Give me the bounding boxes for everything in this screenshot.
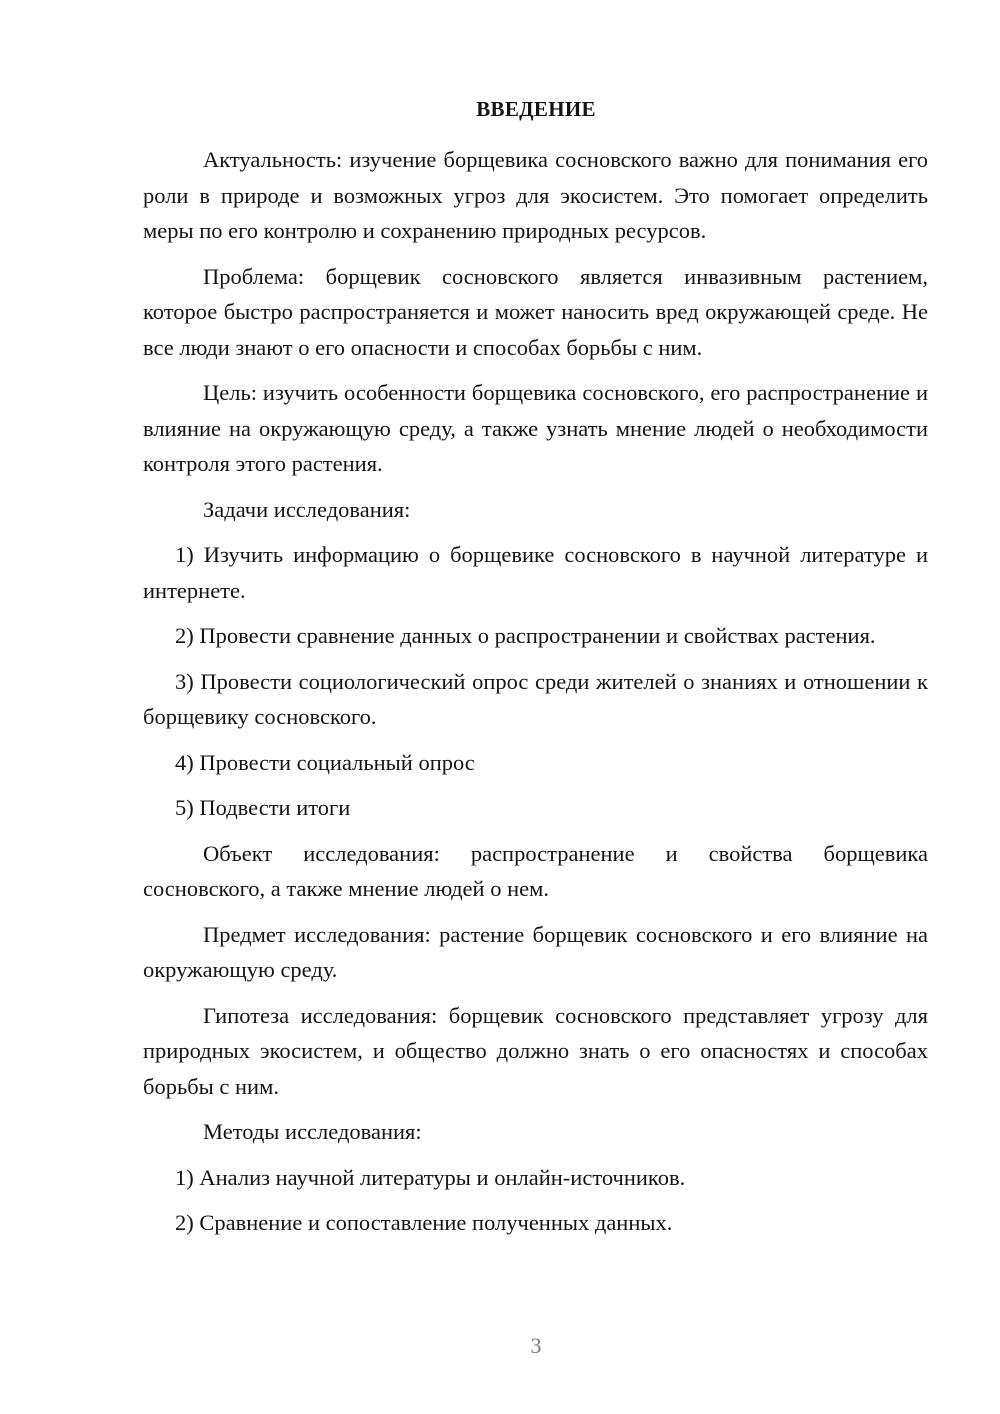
tasks-heading: Задачи исследования: [203, 496, 411, 522]
relevance-paragraph: Актуальность: изучение борщевика сосновского важно для понимания его роли в природе и возможных угроз для экосистем. Это помогает определить меры по его контролю и сохранению природных ресурсов. [143, 147, 928, 243]
task-item-5: 5) Подвести итоги [175, 795, 351, 820]
subject-paragraph: Предмет исследования: растение борщевик сосновского и его влияние на окружающую среду. [143, 921, 928, 982]
method-item-1: 1) Анализ научной литературы и онлайн-источников. [175, 1164, 686, 1190]
task-item-3: 3) Провести социологический опрос среди жителей о знаниях и отношении к борщевику сосновского. [143, 668, 928, 729]
methods-heading: Методы исследования: [203, 1119, 422, 1144]
task-item-2: 2) Провести сравнение данных о распространении и свойствах растения. [175, 623, 876, 648]
page-title: ВВЕДЕНИЕ [476, 97, 596, 121]
task-item-1: 1) Изучить информацию о борщевике сосновского в научной литературе и интернете. [143, 542, 928, 603]
document-body [143, 142, 928, 1241]
page-number: 3 [530, 1333, 542, 1358]
object-paragraph: Объект исследования: распространение и свойства борщевика сосновского, а также мнение людей о нем. [143, 840, 928, 901]
method-item-2: 2) Сравнение и сопоставление полученных данных. [175, 1210, 673, 1235]
problem-paragraph: Проблема: борщевик сосновского является инвазивным растением, которое быстро распространяется и может наносить вред окружающей среде. Не все люди знают о его опасности и способах борьбы с ним. [143, 263, 928, 360]
hypothesis-paragraph: Гипотеза исследования: борщевик сосновского представляет угрозу для природных экосистем, и общество должно знать о его опасностях и способах борьбы с ним. [143, 1002, 928, 1099]
goal-paragraph: Цель: изучить особенности борщевика сосновского, его распространение и влияние на окружающую среду, а также узнать мнение людей о необходимости контроля этого растения. [143, 380, 928, 476]
task-item-4: 4) Провести социальный опрос [175, 749, 475, 775]
